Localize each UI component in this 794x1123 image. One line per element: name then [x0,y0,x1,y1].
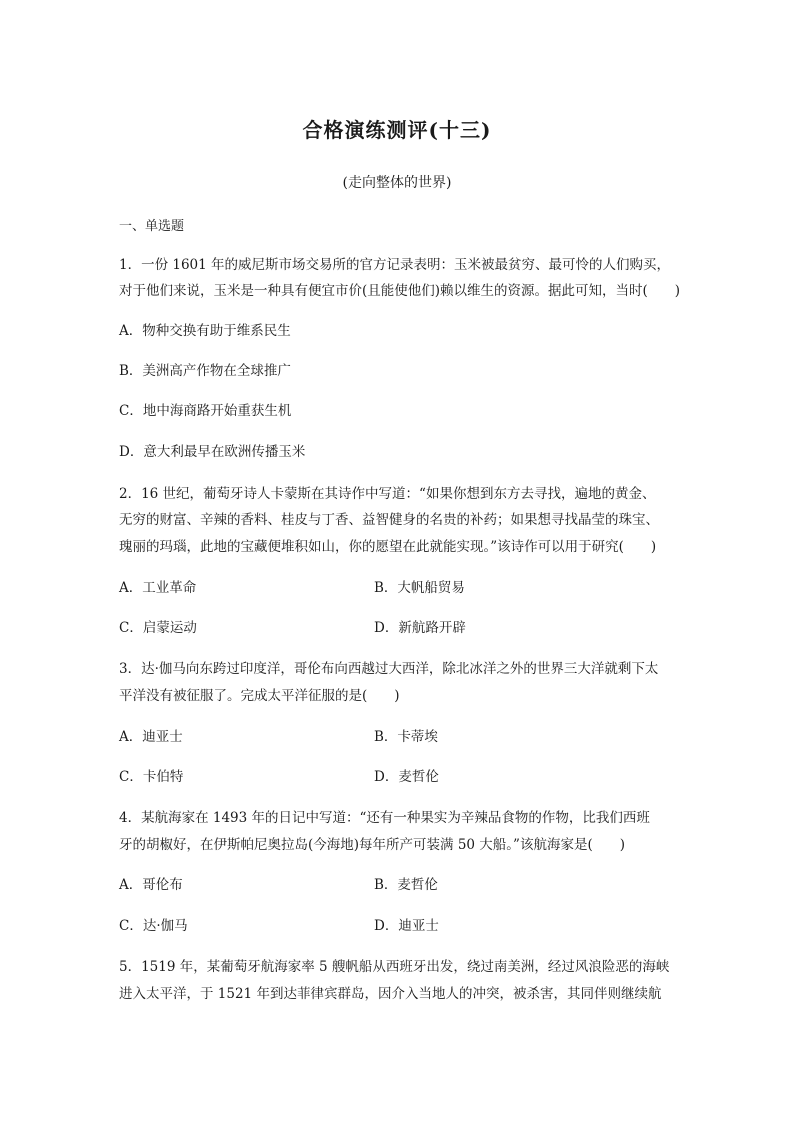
question-5-line-2: 进入太平洋，于 1521 年到达菲律宾群岛，因介入当地人的冲突，被杀害，其同伴则继续航 [119,986,662,1002]
question-4-option-d: D．迪亚士 [374,918,439,934]
question-4-option-b: B．麦哲伦 [374,877,438,893]
question-4-line-2: 牙的胡椒好，在伊斯帕尼奥拉岛(今海地)每年所产可装满 50 大船。”该航海家是( ) [119,837,625,853]
question-2-option-a: A．工业革命 [119,580,197,596]
question-3-option-c: C．卡伯特 [119,769,184,785]
question-1-line-1: 1．一份 1601 年的威尼斯市场交易所的官方记录表明：玉米被最贫穷、最可怜的人们购买， [119,257,671,273]
question-3-line-1: 3．达·伽马向东跨过印度洋，哥伦布向西越过大西洋，除北冰洋之外的世界三大洋就剩下太 [119,661,659,677]
question-3-option-a: A．迪亚士 [119,729,183,745]
section-heading: 一、单选题 [119,219,185,234]
question-4-option-c: C．达·伽马 [119,918,188,934]
question-5-line-1: 5．1519 年，某葡萄牙航海家率 5 艘帆船从西班牙出发，绕过南美洲，经过风浪险恶的海峡 [119,959,670,975]
page-subtitle: (走向整体的世界) [342,175,452,191]
question-1-option-d: D．意大利最早在欧洲传播玉米 [119,444,306,460]
question-4-line-1: 4．某航海家在 1493 年的日记中写道：“还有一种果实为辛辣品食物的作物，比我们西班 [119,810,650,826]
question-3-option-d: D．麦哲伦 [374,769,439,785]
question-1-option-b: B．美洲高产作物在全球推广 [119,363,291,379]
question-1-line-2: 对于他们来说，玉米是一种具有便宜市价(且能使他们)赖以维生的资源。据此可知，当时( ) [119,283,681,299]
question-3-option-b: B．卡蒂埃 [374,729,438,745]
question-2-line-3: 瑰丽的玛瑙，此地的宝藏便堆积如山，你的愿望在此就能实现。”该诗作可以用于研究( ) [119,539,657,555]
question-1-option-a: A．物种交换有助于维系民生 [119,323,291,339]
question-3-line-2: 平洋没有被征服了。完成太平洋征服的是( ) [119,688,400,704]
question-2-line-1: 2．16 世纪，葡萄牙诗人卡蒙斯在其诗作中写道：“如果你想到东方去寻找，遍地的黄金、 [119,486,656,502]
question-2-option-b: B．大帆船贸易 [374,580,465,596]
question-2-option-c: C．启蒙运动 [119,620,197,636]
question-4-option-a: A．哥伦布 [119,877,183,893]
question-1-option-c: C．地中海商路开始重获生机 [119,403,292,419]
page-title: 合格演练测评(十三) [302,118,492,142]
question-2-line-2: 无穷的财富、辛辣的香料、桂皮与丁香、益智健身的名贵的补药；如果想寻找晶莹的珠宝、 [119,512,659,528]
question-2-option-d: D．新航路开辟 [374,620,466,636]
